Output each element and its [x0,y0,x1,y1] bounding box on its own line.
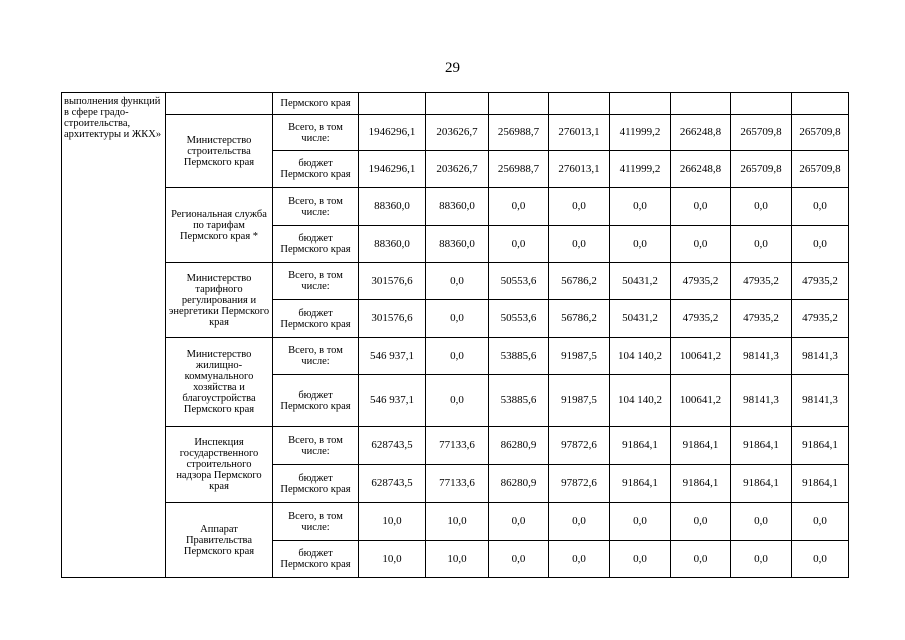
value-cell: 50553,6 [489,263,549,300]
value-cell: 0,0 [792,188,849,226]
source-cell: Всего, в том числе: [273,338,359,375]
value-cell: 0,0 [792,226,849,263]
value-cell: 0,0 [489,226,549,263]
value-cell: 265709,8 [792,151,849,188]
value-cell: 0,0 [671,226,731,263]
value-cell: 10,0 [359,541,426,578]
value-cell: 10,0 [359,503,426,541]
value-cell: 266248,8 [671,151,731,188]
value-cell: 0,0 [489,503,549,541]
executor-name-cell: Аппарат Правительства Пермского края [166,503,273,578]
value-cell: 56786,2 [549,300,610,338]
value-cell [610,93,671,115]
value-cell: 0,0 [792,503,849,541]
value-cell: 104 140,2 [610,338,671,375]
value-cell: 47935,2 [792,263,849,300]
value-cell: 0,0 [426,338,489,375]
value-cell: 0,0 [549,226,610,263]
source-cell: Всего, в том числе: [273,188,359,226]
value-cell: 86280,9 [489,427,549,465]
value-cell: 546 937,1 [359,375,426,427]
value-cell: 0,0 [426,375,489,427]
value-cell: 86280,9 [489,465,549,503]
value-cell: 77133,6 [426,427,489,465]
executor-name-cell: Инспекция государственного строительного надзора Пермского края [166,427,273,503]
executor-cell [166,93,273,115]
value-cell: 100641,2 [671,375,731,427]
value-cell: 56786,2 [549,263,610,300]
value-cell: 50431,2 [610,300,671,338]
source-cell: бюджет Пермского края [273,151,359,188]
value-cell: 91864,1 [671,427,731,465]
value-cell: 91864,1 [792,465,849,503]
value-cell: 88360,0 [359,226,426,263]
value-cell [792,93,849,115]
source-cell: бюджет Пермского края [273,541,359,578]
value-cell: 91864,1 [731,427,792,465]
value-cell: 256988,7 [489,115,549,151]
value-cell: 97872,6 [549,427,610,465]
source-cell: Пермского края [273,93,359,115]
value-cell: 256988,7 [489,151,549,188]
value-cell: 98141,3 [731,375,792,427]
value-cell: 53885,6 [489,375,549,427]
value-cell: 88360,0 [426,188,489,226]
value-cell: 91987,5 [549,375,610,427]
value-cell: 88360,0 [426,226,489,263]
value-cell: 91864,1 [610,465,671,503]
table-row [62,93,849,115]
value-cell: 0,0 [489,188,549,226]
value-cell: 266248,8 [671,115,731,151]
value-cell: 265709,8 [731,115,792,151]
executor-name-cell: Министерство жилищно-коммунального хозяйства и благоустройства Пермского края [166,338,273,427]
value-cell: 0,0 [426,263,489,300]
value-cell: 0,0 [610,503,671,541]
value-cell: 91864,1 [792,427,849,465]
source-cell: бюджет Пермского края [273,375,359,427]
value-cell: 411999,2 [610,115,671,151]
value-cell [489,93,549,115]
value-cell: 47935,2 [671,300,731,338]
source-cell: бюджет Пермского края [273,226,359,263]
value-cell: 0,0 [671,188,731,226]
value-cell: 0,0 [489,541,549,578]
value-cell: 0,0 [426,300,489,338]
value-cell: 91987,5 [549,338,610,375]
value-cell: 301576,6 [359,263,426,300]
value-cell: 91864,1 [731,465,792,503]
value-cell: 0,0 [731,503,792,541]
value-cell: 100641,2 [671,338,731,375]
table-body [62,93,849,578]
value-cell: 1946296,1 [359,151,426,188]
value-cell: 91864,1 [671,465,731,503]
executor-name-cell: Министерство строительства Пермского края [166,115,273,188]
value-cell: 0,0 [671,503,731,541]
value-cell: 1946296,1 [359,115,426,151]
value-cell: 0,0 [610,188,671,226]
value-cell: 0,0 [731,226,792,263]
value-cell: 98141,3 [792,375,849,427]
page-number: 29 [445,60,460,76]
value-cell [671,93,731,115]
value-cell: 0,0 [610,541,671,578]
budget-table [61,92,849,578]
value-cell: 104 140,2 [610,375,671,427]
value-cell [426,93,489,115]
value-cell: 77133,6 [426,465,489,503]
value-cell [549,93,610,115]
value-cell: 203626,7 [426,115,489,151]
value-cell [359,93,426,115]
table-row [62,263,849,300]
value-cell: 47935,2 [792,300,849,338]
value-cell: 10,0 [426,503,489,541]
executor-name-cell: Региональная служба по тарифам Пермского края * [166,188,273,263]
table-row [62,503,849,541]
source-cell: Всего, в том числе: [273,503,359,541]
value-cell: 0,0 [671,541,731,578]
executor-name-cell: Министерство тарифного регулирования и энергетики Пермского края [166,263,273,338]
value-cell: 50553,6 [489,300,549,338]
value-cell: 411999,2 [610,151,671,188]
value-cell: 47935,2 [671,263,731,300]
value-cell: 50431,2 [610,263,671,300]
value-cell: 265709,8 [792,115,849,151]
source-cell: бюджет Пермского края [273,300,359,338]
table-row [62,338,849,375]
source-cell: Всего, в том числе: [273,115,359,151]
function-cell: выполнения функций в сфере градо- строительства, архитектуры и ЖКХ» [62,93,166,578]
value-cell: 0,0 [549,188,610,226]
value-cell: 97872,6 [549,465,610,503]
value-cell: 53885,6 [489,338,549,375]
value-cell: 203626,7 [426,151,489,188]
table-row [62,115,849,151]
value-cell: 88360,0 [359,188,426,226]
value-cell: 265709,8 [731,151,792,188]
value-cell: 98141,3 [792,338,849,375]
value-cell: 0,0 [610,226,671,263]
value-cell: 0,0 [731,541,792,578]
table-row [62,427,849,465]
value-cell: 276013,1 [549,151,610,188]
value-cell [731,93,792,115]
value-cell: 546 937,1 [359,338,426,375]
value-cell: 276013,1 [549,115,610,151]
value-cell: 47935,2 [731,263,792,300]
value-cell: 0,0 [792,541,849,578]
table-row [62,188,849,226]
value-cell: 47935,2 [731,300,792,338]
source-cell: бюджет Пермского края [273,465,359,503]
value-cell: 301576,6 [359,300,426,338]
value-cell: 628743,5 [359,465,426,503]
value-cell: 0,0 [549,503,610,541]
value-cell: 628743,5 [359,427,426,465]
value-cell: 0,0 [731,188,792,226]
value-cell: 98141,3 [731,338,792,375]
value-cell: 0,0 [549,541,610,578]
value-cell: 91864,1 [610,427,671,465]
source-cell: Всего, в том числе: [273,427,359,465]
source-cell: Всего, в том числе: [273,263,359,300]
value-cell: 10,0 [426,541,489,578]
